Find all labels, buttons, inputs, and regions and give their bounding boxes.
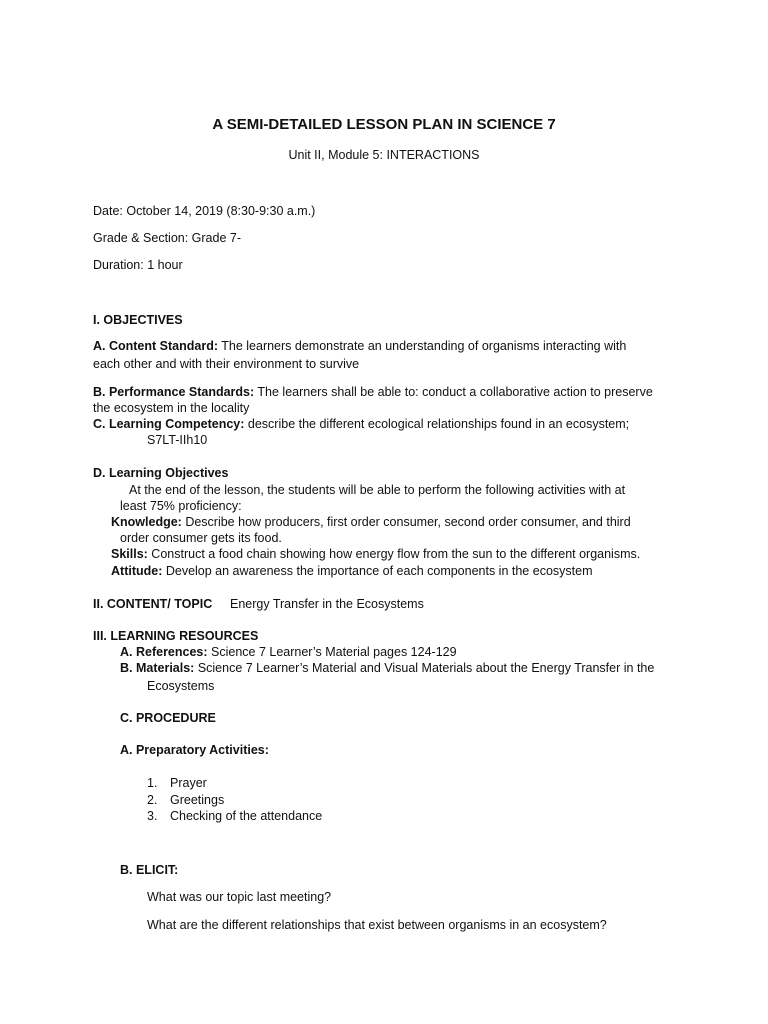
knowledge-text: Describe how producers, first order consumer, second order consumer, and third <box>181 515 631 529</box>
skills-label: Skills: <box>111 547 148 561</box>
grade-section-line: Grade & Section: Grade 7- <box>93 231 241 245</box>
knowledge-label: Knowledge: <box>111 515 182 529</box>
materials-label: B. Materials: <box>120 661 195 675</box>
learning-resources-heading: III. LEARNING RESOURCES <box>93 629 259 643</box>
elicit-heading: B. ELICIT: <box>120 863 179 877</box>
skills-objective <box>111 546 640 562</box>
procedure-heading: C. PROCEDURE <box>120 711 216 725</box>
preparatory-activities-heading: A. Preparatory Activities: <box>120 743 269 757</box>
page-title: A SEMI-DETAILED LESSON PLAN IN SCIENCE 7 <box>212 116 556 133</box>
materials-line2: Ecosystems <box>147 679 215 693</box>
objectives-heading: I. OBJECTIVES <box>93 313 183 327</box>
page-subtitle: Unit II, Module 5: INTERACTIONS <box>288 148 480 162</box>
list-item: Checking of the attendance <box>170 809 323 823</box>
knowledge-objective-line2: order consumer gets its food. <box>120 531 282 545</box>
learning-objectives-heading: D. Learning Objectives <box>93 466 229 480</box>
list-item: Prayer <box>170 776 207 790</box>
elicit-question-2: What are the different relationships that exist between organisms in an ecosystem? <box>147 918 607 932</box>
duration-line: Duration: 1 hour <box>93 258 183 272</box>
performance-standard-line2: the ecosystem in the locality <box>93 401 250 415</box>
content-standard-text: The learners demonstrate an understanding of organisms interacting with <box>218 339 627 353</box>
references-line <box>120 644 457 660</box>
learning-competency-code: S7LT-IIh10 <box>147 433 208 447</box>
list-item-number: 1. <box>147 776 158 790</box>
references-label: A. References: <box>120 645 208 659</box>
skills-text: Construct a food chain showing how energy flow from the sun to the different organisms. <box>147 547 641 561</box>
content-standard-label: A. Content Standard: <box>93 339 218 353</box>
references-text: Science 7 Learner’s Material pages 124-129 <box>207 645 457 659</box>
content-topic-text: Energy Transfer in the Ecosystems <box>230 597 424 611</box>
learning-competency-label: C. Learning Competency: <box>93 417 245 431</box>
knowledge-objective-line1 <box>111 514 631 530</box>
content-standard-line1 <box>93 338 626 354</box>
learning-competency-text: describe the different ecological relationships found in an ecosystem; <box>244 417 630 431</box>
performance-standard-line1 <box>93 384 653 400</box>
attitude-text: Develop an awareness the importance of each components in the ecosystem <box>162 564 593 578</box>
date-line: Date: October 14, 2019 (8:30-9:30 a.m.) <box>93 204 316 218</box>
content-standard-line2: each other and with their environment to survive <box>93 357 360 371</box>
attitude-label: Attitude: <box>111 564 163 578</box>
list-item-number: 3. <box>147 809 158 823</box>
list-item-number: 2. <box>147 793 158 807</box>
attitude-objective <box>111 563 592 579</box>
elicit-question-1: What was our topic last meeting? <box>147 890 332 904</box>
learning-competency-line1 <box>93 416 629 432</box>
materials-line1 <box>120 660 654 676</box>
content-topic-heading: II. CONTENT/ TOPIC <box>93 597 213 611</box>
performance-standard-text: The learners shall be able to: conduct a collaborative action to preserve <box>254 385 653 399</box>
list-item: Greetings <box>170 793 225 807</box>
learning-objectives-intro-line1: At the end of the lesson, the students will be able to perform the following activities with at <box>129 483 626 497</box>
learning-objectives-intro-line2: least 75% proficiency: <box>120 499 242 513</box>
performance-standard-label: B. Performance Standards: <box>93 385 255 399</box>
materials-text: Science 7 Learner’s Material and Visual Materials about the Energy Transfer in the <box>194 661 655 675</box>
